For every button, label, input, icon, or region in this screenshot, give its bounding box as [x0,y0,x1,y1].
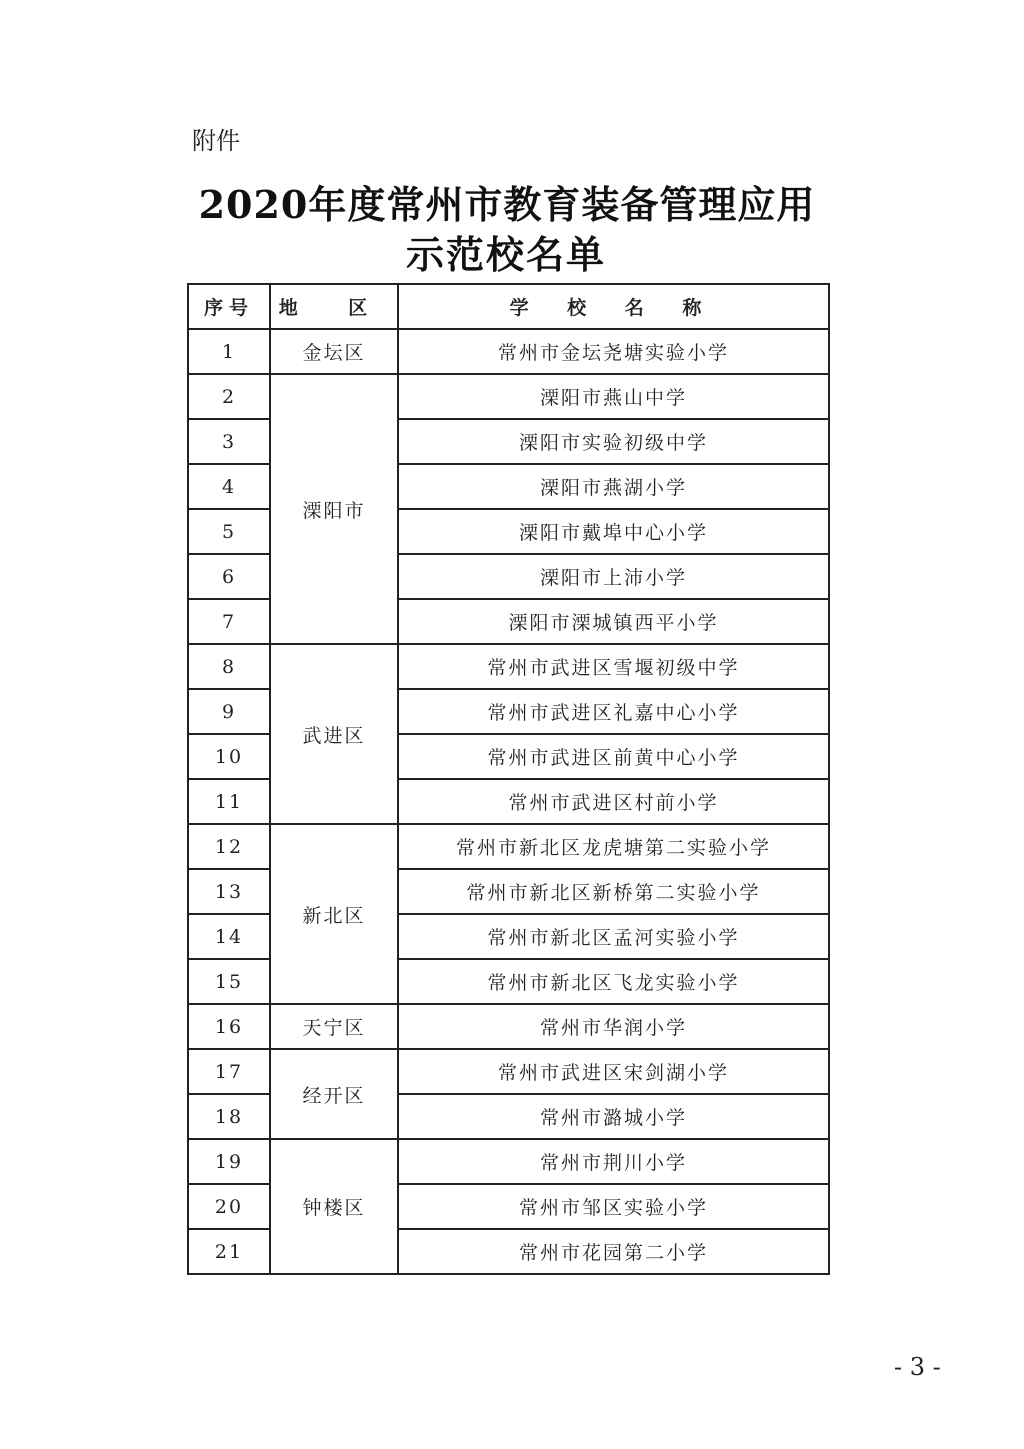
serial-number-cell: 20 [188,1184,270,1229]
serial-number-cell: 13 [188,869,270,914]
school-name-cell: 常州市武进区前黄中心小学 [398,734,829,779]
serial-number-cell: 15 [188,959,270,1004]
district-cell: 钟楼区 [270,1139,398,1274]
page-number: - 3 - [894,1353,941,1381]
school-name-cell: 常州市新北区飞龙实验小学 [398,959,829,1004]
serial-number-cell: 18 [188,1094,270,1139]
document-title-line-2: 示范校名单 [405,232,606,277]
header-school-name: 学 校 名 称 [398,284,829,329]
school-name-cell: 溧阳市上沛小学 [398,554,829,599]
table-row [188,374,829,419]
school-name-cell: 常州市潞城小学 [398,1094,829,1139]
attachment-label: 附件 [192,127,240,155]
school-name-cell: 常州市华润小学 [398,1004,829,1049]
district-cell: 新北区 [270,824,398,1004]
school-name-cell: 常州市武进区村前小学 [398,779,829,824]
serial-number-cell: 10 [188,734,270,779]
table-row [188,1049,829,1094]
district-cell: 经开区 [270,1049,398,1139]
school-name-cell: 常州市武进区礼嘉中心小学 [398,689,829,734]
table-row [188,1139,829,1184]
serial-number-cell: 17 [188,1049,270,1094]
school-name-cell: 溧阳市实验初级中学 [398,419,829,464]
serial-number-cell: 2 [188,374,270,419]
school-name-cell: 常州市邹区实验小学 [398,1184,829,1229]
serial-number-cell: 9 [188,689,270,734]
serial-number-cell: 8 [188,644,270,689]
school-name-cell: 常州市新北区龙虎塘第二实验小学 [398,824,829,869]
serial-number-cell: 19 [188,1139,270,1184]
school-list-table [187,283,830,1275]
district-cell: 武进区 [270,644,398,824]
school-name-cell: 溧阳市溧城镇西平小学 [398,599,829,644]
school-name-cell: 常州市荆川小学 [398,1139,829,1184]
serial-number-cell: 3 [188,419,270,464]
table-row [188,824,829,869]
serial-number-cell: 21 [188,1229,270,1274]
district-cell: 金坛区 [270,329,398,374]
school-name-cell: 常州市武进区雪堰初级中学 [398,644,829,689]
table-row [188,644,829,689]
serial-number-cell: 4 [188,464,270,509]
school-name-cell: 常州市新北区新桥第二实验小学 [398,869,829,914]
school-name-cell: 常州市武进区宋剑湖小学 [398,1049,829,1094]
school-name-cell: 溧阳市燕山中学 [398,374,829,419]
serial-number-cell: 1 [188,329,270,374]
serial-number-cell: 5 [188,509,270,554]
serial-number-cell: 6 [188,554,270,599]
serial-number-cell: 14 [188,914,270,959]
district-cell: 溧阳市 [270,374,398,644]
document-title-line-1: 2020年度常州市教育装备管理应用 [198,182,816,227]
school-name-cell: 常州市花园第二小学 [398,1229,829,1274]
header-serial-number: 序号 [188,284,270,329]
table-header-row [188,284,829,329]
header-district: 地 区 [270,284,398,329]
serial-number-cell: 12 [188,824,270,869]
table-row [188,329,829,374]
school-name-cell: 溧阳市戴埠中心小学 [398,509,829,554]
table-body [188,329,829,1274]
school-name-cell: 常州市金坛尧塘实验小学 [398,329,829,374]
table-row [188,1004,829,1049]
school-name-cell: 常州市新北区孟河实验小学 [398,914,829,959]
serial-number-cell: 7 [188,599,270,644]
serial-number-cell: 11 [188,779,270,824]
district-cell: 天宁区 [270,1004,398,1049]
school-name-cell: 溧阳市燕湖小学 [398,464,829,509]
serial-number-cell: 16 [188,1004,270,1049]
